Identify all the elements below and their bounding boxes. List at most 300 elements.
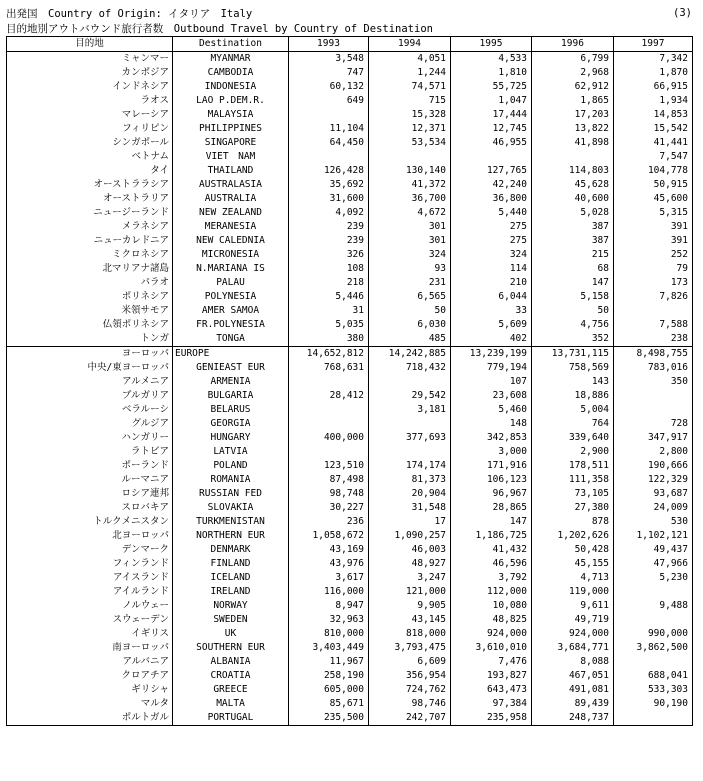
value-cell-1997: 41,441 xyxy=(614,136,693,150)
value-cell-1997: 1,102,121 xyxy=(614,529,693,543)
destination-en-cell: SWEDEN xyxy=(173,613,289,627)
value-cell-1996: 8,088 xyxy=(532,655,614,669)
destination-en-cell: NEW ZEALAND xyxy=(173,206,289,220)
destination-ja-cell: ヨーロッパ xyxy=(7,347,173,362)
destination-en-cell: VIET NAM xyxy=(173,150,289,164)
table-row xyxy=(7,220,693,234)
value-cell-1996: 73,105 xyxy=(532,487,614,501)
value-cell-1996 xyxy=(532,150,614,164)
table-row xyxy=(7,52,693,67)
value-cell-1996: 13,822 xyxy=(532,122,614,136)
value-cell-1997: 79 xyxy=(614,262,693,276)
destination-ja-cell: ラオス xyxy=(7,94,173,108)
table-header-row xyxy=(7,37,693,52)
value-cell-1994: 29,542 xyxy=(369,389,451,403)
destination-ja-cell: ブルガリア xyxy=(7,389,173,403)
value-cell-1996: 1,202,626 xyxy=(532,529,614,543)
table-row xyxy=(7,529,693,543)
value-cell-1994: 9,905 xyxy=(369,599,451,613)
destination-en-cell: FR.POLYNESIA xyxy=(173,318,289,332)
table-row xyxy=(7,66,693,80)
value-cell-1996: 119,000 xyxy=(532,585,614,599)
value-cell-1995: 148 xyxy=(451,417,532,431)
destination-en-cell: ICELAND xyxy=(173,571,289,585)
value-cell-1997: 49,437 xyxy=(614,543,693,557)
value-cell-1997: 7,826 xyxy=(614,290,693,304)
value-cell-1996: 4,713 xyxy=(532,571,614,585)
value-cell-1993: 126,428 xyxy=(289,164,369,178)
value-cell-1993: 747 xyxy=(289,66,369,80)
table-row xyxy=(7,276,693,290)
destination-ja-cell: ルーマニア xyxy=(7,473,173,487)
value-cell-1996: 68 xyxy=(532,262,614,276)
value-cell-1994: 53,534 xyxy=(369,136,451,150)
value-cell-1993: 236 xyxy=(289,515,369,529)
value-cell-1997: 9,488 xyxy=(614,599,693,613)
destination-ja-cell: インドネシア xyxy=(7,80,173,94)
value-cell-1997: 728 xyxy=(614,417,693,431)
value-cell-1993: 5,446 xyxy=(289,290,369,304)
destination-en-cell: ALBANIA xyxy=(173,655,289,669)
value-cell-1993: 380 xyxy=(289,332,369,347)
destination-en-cell: LAO P.DEM.R. xyxy=(173,94,289,108)
value-cell-1995: 5,609 xyxy=(451,318,532,332)
value-cell-1994: 50 xyxy=(369,304,451,318)
value-cell-1994: 301 xyxy=(369,234,451,248)
destination-en-cell: AUSTRALIA xyxy=(173,192,289,206)
destination-en-cell: PHILIPPINES xyxy=(173,122,289,136)
value-cell-1995: 171,916 xyxy=(451,459,532,473)
value-cell-1995: 55,725 xyxy=(451,80,532,94)
value-cell-1995: 112,000 xyxy=(451,585,532,599)
value-cell-1995 xyxy=(451,150,532,164)
destination-en-cell: HUNGARY xyxy=(173,431,289,445)
value-cell-1994: 3,793,475 xyxy=(369,641,451,655)
value-cell-1996: 758,569 xyxy=(532,361,614,375)
value-cell-1993 xyxy=(289,445,369,459)
value-cell-1995: 147 xyxy=(451,515,532,529)
value-cell-1997: 7,547 xyxy=(614,150,693,164)
value-cell-1996: 491,081 xyxy=(532,683,614,697)
value-cell-1994: 43,145 xyxy=(369,613,451,627)
destination-en-cell: NEW CALEDNIA xyxy=(173,234,289,248)
value-cell-1996: 114,803 xyxy=(532,164,614,178)
value-cell-1995: 342,853 xyxy=(451,431,532,445)
destination-en-cell: BELARUS xyxy=(173,403,289,417)
table-row xyxy=(7,417,693,431)
value-cell-1995: 402 xyxy=(451,332,532,347)
value-cell-1994: 31,548 xyxy=(369,501,451,515)
value-cell-1993: 326 xyxy=(289,248,369,262)
value-cell-1996: 143 xyxy=(532,375,614,389)
value-cell-1996: 9,611 xyxy=(532,599,614,613)
value-cell-1997: 7,588 xyxy=(614,318,693,332)
value-cell-1997: 8,498,755 xyxy=(614,347,693,362)
value-cell-1994: 485 xyxy=(369,332,451,347)
value-cell-1994: 718,432 xyxy=(369,361,451,375)
value-cell-1993: 239 xyxy=(289,220,369,234)
destination-ja-cell: スロバキア xyxy=(7,501,173,515)
value-cell-1995: 13,239,199 xyxy=(451,347,532,362)
value-cell-1997 xyxy=(614,613,693,627)
value-cell-1997 xyxy=(614,389,693,403)
value-cell-1993: 116,000 xyxy=(289,585,369,599)
destination-ja-cell: クロアチア xyxy=(7,669,173,683)
value-cell-1996: 5,004 xyxy=(532,403,614,417)
report-header xyxy=(6,6,692,20)
value-cell-1993: 28,412 xyxy=(289,389,369,403)
value-cell-1996: 18,886 xyxy=(532,389,614,403)
value-cell-1997: 190,666 xyxy=(614,459,693,473)
value-cell-1993: 14,652,812 xyxy=(289,347,369,362)
value-cell-1994: 242,707 xyxy=(369,711,451,726)
origin-country-label: 出発国 Country of Origin: イタリア Italy xyxy=(6,7,253,20)
value-cell-1994: 3,247 xyxy=(369,571,451,585)
destination-en-cell: MALTA xyxy=(173,697,289,711)
destination-en-cell: ROMANIA xyxy=(173,473,289,487)
value-cell-1995: 127,765 xyxy=(451,164,532,178)
value-cell-1996: 5,028 xyxy=(532,206,614,220)
value-cell-1994: 130,140 xyxy=(369,164,451,178)
value-cell-1997: 347,917 xyxy=(614,431,693,445)
value-cell-1993: 11,104 xyxy=(289,122,369,136)
column-header-1997: 1997 xyxy=(614,37,693,52)
value-cell-1995: 114 xyxy=(451,262,532,276)
table-body xyxy=(7,52,693,726)
value-cell-1996: 45,628 xyxy=(532,178,614,192)
value-cell-1996: 111,358 xyxy=(532,473,614,487)
value-cell-1996: 2,900 xyxy=(532,445,614,459)
value-cell-1996: 41,898 xyxy=(532,136,614,150)
value-cell-1996: 248,737 xyxy=(532,711,614,726)
value-cell-1997: 2,800 xyxy=(614,445,693,459)
value-cell-1994: 4,672 xyxy=(369,206,451,220)
value-cell-1995: 10,080 xyxy=(451,599,532,613)
value-cell-1993: 32,963 xyxy=(289,613,369,627)
destination-ja-cell: アルバニア xyxy=(7,655,173,669)
value-cell-1993: 64,450 xyxy=(289,136,369,150)
value-cell-1997: 45,600 xyxy=(614,192,693,206)
value-cell-1995: 1,186,725 xyxy=(451,529,532,543)
value-cell-1997: 7,342 xyxy=(614,52,693,67)
destination-en-cell: MALAYSIA xyxy=(173,108,289,122)
destination-ja-cell: ベラルーシ xyxy=(7,403,173,417)
table-row xyxy=(7,108,693,122)
value-cell-1997: 990,000 xyxy=(614,627,693,641)
destination-en-cell: DENMARK xyxy=(173,543,289,557)
value-cell-1994: 818,000 xyxy=(369,627,451,641)
value-cell-1996: 17,203 xyxy=(532,108,614,122)
value-cell-1993: 98,748 xyxy=(289,487,369,501)
value-cell-1993: 400,000 xyxy=(289,431,369,445)
value-cell-1997: 14,853 xyxy=(614,108,693,122)
destination-en-cell: MYANMAR xyxy=(173,52,289,67)
value-cell-1996: 352 xyxy=(532,332,614,347)
value-cell-1995: 235,958 xyxy=(451,711,532,726)
value-cell-1994: 121,000 xyxy=(369,585,451,599)
value-cell-1994: 324 xyxy=(369,248,451,262)
value-cell-1996: 27,380 xyxy=(532,501,614,515)
value-cell-1994: 20,904 xyxy=(369,487,451,501)
value-cell-1993 xyxy=(289,108,369,122)
destination-ja-cell: アルメニア xyxy=(7,375,173,389)
destination-ja-cell: マレーシア xyxy=(7,108,173,122)
value-cell-1997: 50,915 xyxy=(614,178,693,192)
value-cell-1997: 533,303 xyxy=(614,683,693,697)
value-cell-1994: 6,565 xyxy=(369,290,451,304)
destination-en-cell: AMER SAMOA xyxy=(173,304,289,318)
destination-ja-cell: マルタ xyxy=(7,697,173,711)
table-row xyxy=(7,361,693,375)
value-cell-1994: 4,051 xyxy=(369,52,451,67)
value-cell-1993 xyxy=(289,375,369,389)
value-cell-1997: 104,778 xyxy=(614,164,693,178)
value-cell-1997: 5,230 xyxy=(614,571,693,585)
destination-en-cell: PALAU xyxy=(173,276,289,290)
value-cell-1993: 11,967 xyxy=(289,655,369,669)
destination-ja-cell: スウェーデン xyxy=(7,613,173,627)
value-cell-1995: 924,000 xyxy=(451,627,532,641)
value-cell-1995: 36,800 xyxy=(451,192,532,206)
value-cell-1997: 530 xyxy=(614,515,693,529)
value-cell-1996: 178,511 xyxy=(532,459,614,473)
outbound-travel-table xyxy=(6,36,693,726)
destination-ja-cell: ポルトガル xyxy=(7,711,173,726)
value-cell-1996: 339,640 xyxy=(532,431,614,445)
value-cell-1997: 1,934 xyxy=(614,94,693,108)
table-subtitle: 目的地別アウトバウンド旅行者数 Outbound Travel by Country of Destination xyxy=(6,23,433,35)
table-row xyxy=(7,515,693,529)
value-cell-1995: 275 xyxy=(451,220,532,234)
table-row xyxy=(7,571,693,585)
value-cell-1995: 97,384 xyxy=(451,697,532,711)
value-cell-1996: 50,428 xyxy=(532,543,614,557)
value-cell-1996: 89,439 xyxy=(532,697,614,711)
value-cell-1993: 35,692 xyxy=(289,178,369,192)
table-row xyxy=(7,557,693,571)
destination-ja-cell: トンガ xyxy=(7,332,173,347)
value-cell-1993: 31 xyxy=(289,304,369,318)
value-cell-1994: 81,373 xyxy=(369,473,451,487)
value-cell-1994: 46,003 xyxy=(369,543,451,557)
table-row xyxy=(7,473,693,487)
table-row xyxy=(7,599,693,613)
value-cell-1994: 6,030 xyxy=(369,318,451,332)
value-cell-1993: 8,947 xyxy=(289,599,369,613)
value-cell-1996: 3,684,771 xyxy=(532,641,614,655)
table-row xyxy=(7,683,693,697)
value-cell-1996: 5,158 xyxy=(532,290,614,304)
table-row xyxy=(7,206,693,220)
destination-en-cell: EUROPE xyxy=(173,347,289,362)
value-cell-1995: 3,792 xyxy=(451,571,532,585)
value-cell-1995: 3,000 xyxy=(451,445,532,459)
table-row xyxy=(7,262,693,276)
table-row xyxy=(7,332,693,347)
table-row xyxy=(7,192,693,206)
value-cell-1996: 387 xyxy=(532,220,614,234)
value-cell-1993: 85,671 xyxy=(289,697,369,711)
destination-ja-cell: ニューカレドニア xyxy=(7,234,173,248)
value-cell-1997: 47,966 xyxy=(614,557,693,571)
value-cell-1997 xyxy=(614,403,693,417)
destination-en-cell: CROATIA xyxy=(173,669,289,683)
value-cell-1995: 275 xyxy=(451,234,532,248)
value-cell-1996: 45,155 xyxy=(532,557,614,571)
value-cell-1994: 93 xyxy=(369,262,451,276)
table-row xyxy=(7,613,693,627)
value-cell-1995: 17,444 xyxy=(451,108,532,122)
destination-ja-cell: ポーランド xyxy=(7,459,173,473)
destination-ja-cell: シンガポール xyxy=(7,136,173,150)
value-cell-1995: 3,610,010 xyxy=(451,641,532,655)
value-cell-1997 xyxy=(614,711,693,726)
value-cell-1995: 4,533 xyxy=(451,52,532,67)
value-cell-1997: 173 xyxy=(614,276,693,290)
destination-en-cell: GENIEAST EUR xyxy=(173,361,289,375)
table-row xyxy=(7,80,693,94)
destination-ja-cell: メラネシア xyxy=(7,220,173,234)
value-cell-1995: 33 xyxy=(451,304,532,318)
value-cell-1995: 5,440 xyxy=(451,206,532,220)
value-cell-1993: 218 xyxy=(289,276,369,290)
destination-en-cell: MERANESIA xyxy=(173,220,289,234)
value-cell-1996: 215 xyxy=(532,248,614,262)
value-cell-1996: 764 xyxy=(532,417,614,431)
value-cell-1996: 49,719 xyxy=(532,613,614,627)
value-cell-1995: 193,827 xyxy=(451,669,532,683)
value-cell-1995: 324 xyxy=(451,248,532,262)
destination-en-cell: NORTHERN EUR xyxy=(173,529,289,543)
value-cell-1995: 48,825 xyxy=(451,613,532,627)
table-row xyxy=(7,501,693,515)
value-cell-1994: 715 xyxy=(369,94,451,108)
destination-ja-cell: 北ヨーロッパ xyxy=(7,529,173,543)
destination-ja-cell: ギリシャ xyxy=(7,683,173,697)
destination-en-cell: POLYNESIA xyxy=(173,290,289,304)
value-cell-1996: 147 xyxy=(532,276,614,290)
destination-ja-cell: イギリス xyxy=(7,627,173,641)
value-cell-1997: 3,862,500 xyxy=(614,641,693,655)
table-row xyxy=(7,641,693,655)
value-cell-1997: 350 xyxy=(614,375,693,389)
value-cell-1995: 210 xyxy=(451,276,532,290)
value-cell-1994 xyxy=(369,375,451,389)
destination-en-cell: CAMBODIA xyxy=(173,66,289,80)
value-cell-1996: 6,799 xyxy=(532,52,614,67)
destination-en-cell: SOUTHERN EUR xyxy=(173,641,289,655)
destination-ja-cell: アイスランド xyxy=(7,571,173,585)
table-row xyxy=(7,697,693,711)
value-cell-1993: 235,500 xyxy=(289,711,369,726)
table-row xyxy=(7,164,693,178)
destination-en-cell: PORTUGAL xyxy=(173,711,289,726)
value-cell-1994: 3,181 xyxy=(369,403,451,417)
value-cell-1993: 768,631 xyxy=(289,361,369,375)
value-cell-1994: 17 xyxy=(369,515,451,529)
destination-en-cell: TURKMENISTAN xyxy=(173,515,289,529)
value-cell-1993: 30,227 xyxy=(289,501,369,515)
destination-ja-cell: ラトビア xyxy=(7,445,173,459)
destination-en-cell: NORWAY xyxy=(173,599,289,613)
value-cell-1997: 24,009 xyxy=(614,501,693,515)
table-row xyxy=(7,94,693,108)
table-row xyxy=(7,711,693,726)
destination-ja-cell: グルジア xyxy=(7,417,173,431)
value-cell-1997: 391 xyxy=(614,220,693,234)
value-cell-1995: 7,476 xyxy=(451,655,532,669)
value-cell-1996: 924,000 xyxy=(532,627,614,641)
table-row xyxy=(7,403,693,417)
value-cell-1995: 643,473 xyxy=(451,683,532,697)
value-cell-1993: 810,000 xyxy=(289,627,369,641)
destination-ja-cell: ミャンマー xyxy=(7,52,173,67)
value-cell-1994 xyxy=(369,445,451,459)
destination-ja-cell: ニュージーランド xyxy=(7,206,173,220)
destination-en-cell: FINLAND xyxy=(173,557,289,571)
value-cell-1997: 391 xyxy=(614,234,693,248)
destination-ja-cell: カンボジア xyxy=(7,66,173,80)
value-cell-1994: 74,571 xyxy=(369,80,451,94)
table-row xyxy=(7,431,693,445)
destination-ja-cell: ベトナム xyxy=(7,150,173,164)
value-cell-1997: 93,687 xyxy=(614,487,693,501)
value-cell-1993: 43,976 xyxy=(289,557,369,571)
column-header-1993: 1993 xyxy=(289,37,369,52)
value-cell-1994: 36,700 xyxy=(369,192,451,206)
destination-ja-cell: 北マリアナ諸島 xyxy=(7,262,173,276)
value-cell-1993: 258,190 xyxy=(289,669,369,683)
table-row xyxy=(7,290,693,304)
column-header-1996: 1996 xyxy=(532,37,614,52)
value-cell-1994: 98,746 xyxy=(369,697,451,711)
value-cell-1997: 238 xyxy=(614,332,693,347)
destination-en-cell: SLOVAKIA xyxy=(173,501,289,515)
table-row xyxy=(7,487,693,501)
destination-ja-cell: 米領サモア xyxy=(7,304,173,318)
value-cell-1995: 5,460 xyxy=(451,403,532,417)
table-row xyxy=(7,347,693,362)
destination-en-cell: N.MARIANA IS xyxy=(173,262,289,276)
column-header-1994: 1994 xyxy=(369,37,451,52)
destination-ja-cell: タイ xyxy=(7,164,173,178)
destination-en-cell: IRELAND xyxy=(173,585,289,599)
value-cell-1997: 5,315 xyxy=(614,206,693,220)
destination-ja-cell: パラオ xyxy=(7,276,173,290)
value-cell-1997: 1,870 xyxy=(614,66,693,80)
value-cell-1993: 3,403,449 xyxy=(289,641,369,655)
value-cell-1993: 239 xyxy=(289,234,369,248)
value-cell-1994: 14,242,885 xyxy=(369,347,451,362)
destination-en-cell: SINGAPORE xyxy=(173,136,289,150)
destination-en-cell: AUSTRALASIA xyxy=(173,178,289,192)
value-cell-1994: 724,762 xyxy=(369,683,451,697)
value-cell-1996: 387 xyxy=(532,234,614,248)
destination-ja-cell: 南ヨーロッパ xyxy=(7,641,173,655)
page-number: (3) xyxy=(673,7,692,19)
column-header-1995: 1995 xyxy=(451,37,532,52)
destination-en-cell: RUSSIAN FED xyxy=(173,487,289,501)
table-row xyxy=(7,122,693,136)
destination-ja-cell: オーストラリア xyxy=(7,192,173,206)
destination-ja-cell: ミクロネシア xyxy=(7,248,173,262)
value-cell-1995: 46,596 xyxy=(451,557,532,571)
value-cell-1995: 23,608 xyxy=(451,389,532,403)
value-cell-1994: 48,927 xyxy=(369,557,451,571)
destination-en-cell: POLAND xyxy=(173,459,289,473)
value-cell-1995: 6,044 xyxy=(451,290,532,304)
table-row xyxy=(7,459,693,473)
